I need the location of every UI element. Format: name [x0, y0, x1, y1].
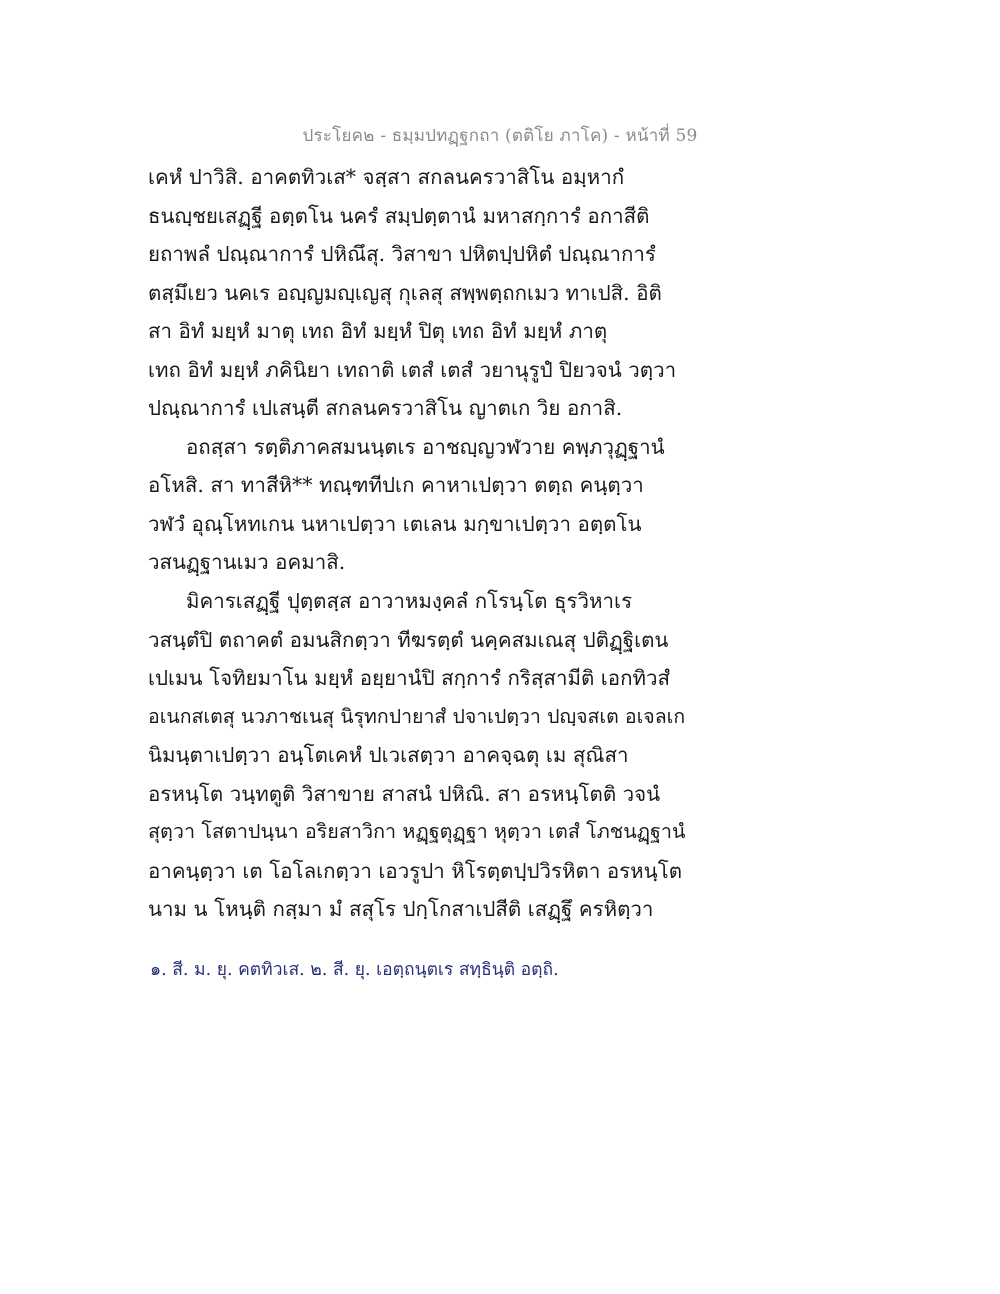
text-line: เคหํ ปาวิสิ. อาคตทิวเส* จสฺสา สกลนครวาสิโน อมฺหากํ [148, 165, 625, 189]
paragraph-start-line: มิคารเสฏฺฐี ปุตฺตสฺส อาวาหมงฺคลํ กโรนฺโต ธุรวิหาเร [186, 589, 633, 614]
text-line: อเนกสเตสุ นวภาชเนสุ นิรุทกปายาสํ ปจาเปตฺวา ปญฺจสเต อเจลเก [148, 704, 686, 728]
text-line: เปเมน โจทิยมาโน มยฺหํ อยฺยานํปิ สกฺการํ กริสฺสามีติ เอกทิวสํ [148, 666, 671, 691]
text-line: วสนฺตํปิ ตถาคตํ อมนสิกตฺวา ทีฆรตฺตํ นคฺคสมเณสุ ปติฏฺฐิเตน [148, 627, 669, 652]
text-line: ธนญฺชยเสฏฺฐี อตฺตโน นครํ สมฺปตฺตานํ มหาสกฺการํ อกาสีติ [148, 203, 650, 228]
text-line: ตสฺมึเยว นคเร อญฺญมญฺเญสุ กุเลสุ สพฺพตฺถกเมว ทาเปสิ. อิติ [148, 280, 662, 305]
text-line: นิมนฺตาเปตฺวา อนฺโตเคหํ ปเวเสตฺวา อาคจฺฉตุ เม สุณิสา [148, 743, 629, 768]
text-line: อโหสิ. สา ทาสีหิ** ทณฺฑทีปเก คาหาเปตฺวา ตตฺถ คนฺตฺวา [148, 473, 644, 498]
text-line: สา อิทํ มยฺหํ มาตุ เทถ อิทํ มยฺหํ ปิตุ เทถ อิทํ มยฺหํ ภาตุ [148, 319, 608, 344]
text-line: อรหนฺโต วนฺทตูติ วิสาขาย สาสนํ ปหิณิ. สา อรหนฺโตติ วจนํ [148, 781, 661, 806]
running-header: ประโยค๒ - ธมฺมปทฏฺฐกถา (ตติโย ภาโค) - หน้าที่ 59 [302, 126, 698, 146]
text-line: สุตฺวา โสตาปนฺนา อริยสาวิกา หฏฺฐตุฏฺฐา หุตฺวา เตสํ โภชนฏฺฐานํ [148, 820, 686, 844]
text-line: วสนฏฺฐานเมว อคมาสิ. [148, 550, 346, 575]
text-line: ปณฺณาการํ เปเสนฺตี สกลนครวาสิโน ญาตเก วิย อกาสิ. [148, 396, 623, 421]
text-line: นาม น โหนฺติ กสฺมา มํ สสุโร ปกฺโกสาเปสีติ เสฏฺฐึ ครหิตฺวา [148, 897, 654, 922]
text-line: อาคนฺตฺวา เต โอโลเกตฺวา เอวรูปา หิโรตฺตปฺปวิรหิตา อรหนฺโต [148, 858, 683, 883]
paragraph-start-line: อถสฺสา รตฺติภาคสมนนฺตเร อาชญฺญวฬวาย คพฺภวุฏฺฐานํ [186, 434, 665, 459]
body-text [148, 158, 688, 929]
text-line: วฬวํ อุณฺโหทเกน นหาเปตฺวา เตเลน มกฺขาเปตฺวา อตฺตโน [148, 511, 642, 536]
text-line: เทถ อิทํ มยฺหํ ภคินิยา เทถาติ เตสํ เตสํ วยานุรูปํ ปิยวจนํ วตฺวา [148, 357, 677, 382]
footnote: ๑. สี. ม. ยุ. คตทิวเส. ๒. สี. ยุ. เอตฺถนฺตเร สทฺธินฺติ อตฺถิ. [150, 960, 559, 980]
text-line: ยถาพลํ ปณฺณาการํ ปหิณึสุ. วิสาขา ปหิตปฺปหิตํ ปณฺณาการํ [148, 242, 656, 267]
